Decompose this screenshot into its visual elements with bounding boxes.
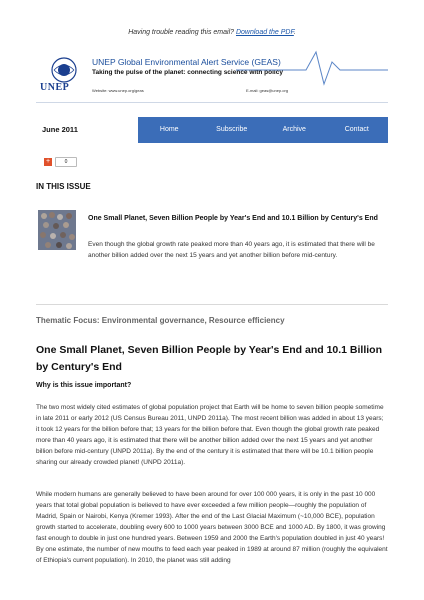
article-paragraph-1: The two most widely cited estimates of global population project that Earth will be home to seven billion people sometime in late 2011 or early 2012 (US Census Bureau 2011, UNPD 2011a). The most recent billion was added in about 13 years; it took 12 years for the billion before that; 13 years for the billion before that. Even though the global growth rate peaked more than 40 years ago, it is estimated that there will be another billion added over the next 15 years and yet another billion before mid-century (UNPD 2011a). By the end of the century it is estimated that there will be 10.1 billion people sharing our already crowded planet! (UNPD 2011a).: [36, 404, 384, 466]
article-paragraph-2: While modern humans are generally believed to have been around for over 100 000 years, it is only in the past 10 000 years that total global population is believed to have ever exceeded a few million people—roughly the population of Madrid, Spain or Nairobi, Kenya (Kremer 1993). After the end of the Last Glacial Maximum (~10,000 BCE), population growth started to accelerate, doubling every 600 to 1000 years between 3000 BCE and 1000 AD. By 1800, it was growing fast enough to double in just one hundred years. Between 1959 and 2000 the Earth's population doubled in just 40 years! By one estimate, the number of new mouths to feed each year peaked in 1989 at around 87 million (roughly the equivalent of Ethiopia's current population). In 2010, the planet was still adding: [36, 491, 388, 564]
nav-contact[interactable]: Contact: [344, 126, 369, 133]
share-plus-button[interactable]: +: [45, 157, 51, 165]
banner-email: E-mail: geas@unep.org: [246, 88, 289, 93]
unep-logo-text: UNEP: [40, 82, 70, 93]
pdf-notice-text: Having trouble reading this email?: [128, 29, 235, 36]
issue-item-summary: Even though the global growth rate peaked more than 40 years ago, it is estimated that there will be another billion added over the next 15 years and yet another billion before mid-century.: [88, 241, 375, 259]
nav-home[interactable]: Home: [159, 126, 179, 133]
issue-item-title[interactable]: One Small Planet, Seven Billion People by Year's End and 10.1 Billion by Century's End: [88, 215, 378, 222]
divider: [36, 304, 388, 305]
nav-archive[interactable]: Archive: [282, 126, 306, 133]
banner-title: UNEP Global Environmental Alert Service (GEAS): [92, 57, 281, 67]
share-widget: [44, 153, 77, 171]
article-thumbnail[interactable]: [38, 210, 76, 250]
thematic-focus: Thematic Focus: Environmental governance, Resource efficiency: [36, 316, 285, 325]
share-count: 0: [55, 157, 77, 167]
pulse-line-icon: [236, 46, 388, 86]
in-this-issue-heading: IN THIS ISSUE: [36, 182, 91, 191]
nav-row: [36, 117, 388, 143]
download-pdf-link[interactable]: Download the PDF: [235, 29, 294, 36]
nav-bar: [138, 117, 388, 143]
nav-subscribe[interactable]: Subscribe: [216, 126, 248, 133]
pdf-notice: Having trouble reading this email? Download the PDF.: [128, 29, 296, 36]
banner-website: Website: www.unep.org/geas: [92, 88, 144, 93]
unep-logo-icon: [46, 56, 82, 84]
why-heading: Why is this issue important?: [36, 382, 132, 389]
geas-banner: [36, 46, 388, 103]
issue-date: June 2011: [42, 125, 78, 134]
banner-tagline: Taking the pulse of the planet: connecting science with policy: [92, 69, 283, 76]
article-title: One Small Planet, Seven Billion People by Year's End and 10.1 Billion by Century's End: [36, 344, 382, 373]
